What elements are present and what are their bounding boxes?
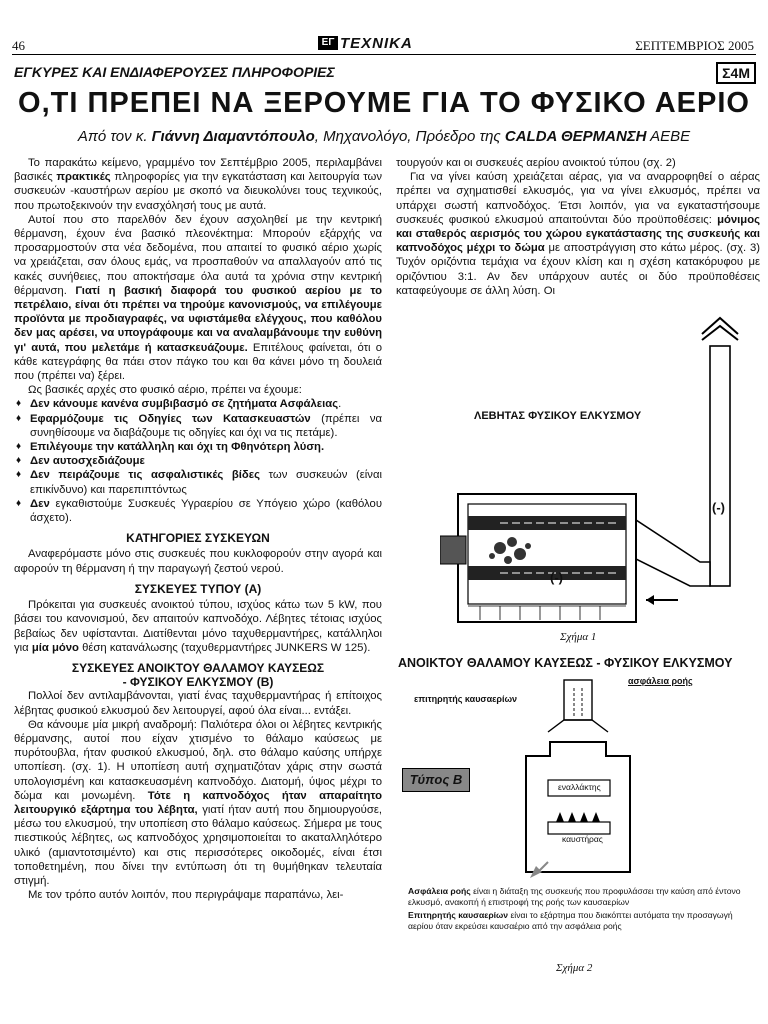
left-column <box>14 156 382 902</box>
boiler-diagram <box>440 316 760 646</box>
paragraph: Με τον τρόπο αυτόν λοιπόν, που περιγράψαμε παραπάνω, λει- <box>28 889 344 902</box>
list-item: ♦ Δεν πειράζουμε τις ασφαλιστικές βίδες των συσκευών (είναι επικίνδυνο) και παρεπιπτόντως <box>14 468 382 496</box>
paragraph: Αναφερόμαστε μόνο στις συσκευές που κυκλοφορούν στην αγορά και αφορούν τη θέρμανση ή την παραγωγή ζεστού νερού. <box>14 548 382 575</box>
chamber-pressure-label: (-) <box>550 570 563 585</box>
figure-2-title: ΑΝΟΙΚΤΟΥ ΘΑΛΑΜΟΥ ΚΑΥΣΕΩΣ - ΦΥΣΙΚΟΥ ΕΛΚΥΣΜΟΥ <box>398 656 733 670</box>
list-item: ♦ Δεν εγκαθιστούμε Συσκευές Υγραερίου σε Υπόγειο χώρο (καθόλου άσχετο). <box>14 497 382 525</box>
magazine-logo <box>318 34 413 52</box>
figure-2-caption: Σχήμα 2 <box>556 962 593 974</box>
subheading-type-b: ΣΥΣΚΕΥΕΣ ΑΝΟΙΚΤΟΥ ΘΑΛΑΜΟΥ ΚΑΥΣΕΩΣ - ΦΥΣΙΚΟΥ ΕΛΚΥΣΜΟΥ (Β) <box>71 660 325 690</box>
list-item: ♦ Επιλέγουμε την κατάλληλη και όχι τη Φθηνότερη λύση. <box>14 440 382 454</box>
section-title: ΕΓΚΥΡΕΣ ΚΑΙ ΕΝΔΙΑΦΕΡΟΥΣΕΣ ΠΛΗΡΟΦΟΡΙΕΣ <box>14 64 335 80</box>
figure-2-appliance <box>398 672 760 940</box>
logo-mark-icon: ΕΓ <box>318 36 338 50</box>
figure-1-caption: Σχήμα 1 <box>560 631 597 643</box>
figure-1-boiler <box>440 316 760 646</box>
chimney-pressure-label: (-) <box>712 500 725 515</box>
right-column <box>396 156 760 298</box>
type-b-badge: Τύπος Β <box>402 768 470 792</box>
paragraph: Πολλοί δεν αντιλαμβάνονται, γιατί ένας ταχυθερμαντήρας ή επίτοιχος λέβητας φυσικού ελκυσμού δεν λειτουργεί, αφού όλα είναι... εντάξει. <box>14 690 382 717</box>
exchanger-label: εναλλάκτης <box>558 782 601 792</box>
author-name: Γιάννη Διαμαντόπουλο <box>151 128 315 145</box>
note-safety: Ασφάλεια ροής είναι η διάταξη της συσκευής που προφυλάσσει την καύση από έντονο ελκυσμό, ανακοπή ή επιστροφή της ροής των καυσαερίων <box>408 886 741 907</box>
burner-label: καυστήρας <box>562 834 603 844</box>
figure-2-notes <box>408 886 754 932</box>
list-item: ♦ Δεν αυτοσχεδιάζουμε <box>14 454 382 468</box>
page-header <box>0 0 768 60</box>
header-rule <box>12 54 756 55</box>
paragraph: Για να γίνει καύση χρειάζεται αέρας, για να αναρροφηθεί ο αέρας πρέπει να σχηματισθεί ελκυσμός, για να γίνει ελκυσμός, πρέπει να υπάρχει σωστή καπνοδόχος. Έτσι λοιπόν, για να εγκαταστήσουμε συσκευές φυσικού ελκυσμού απαιτούνται δύο προϋποθέσεις: μόνιμος και σταθερός αερισμός του χώρου εγκατάστασης της συσκευής και καπνοδόχος μέχρι το δώμα με αποστράγγιση στο κάτω μέρος. (σχ. 3) Τυχόν οριζόντια τεμάχια να έχουν κλίση και η σχέση κατακόρυφου με οριζόντιου 3:1. Αν δεν υπάρχουν αυτές οι δύο προϋποθέσεις καταφεύγουμε σε άλλη λύση. Οι <box>396 171 760 297</box>
figure-1-title: ΛΕΒΗΤΑΣ ΦΥΣΙΚΟΥ ΕΛΚΥΣΜΟΥ <box>474 410 642 422</box>
section-code: Σ4Μ <box>716 62 756 84</box>
paragraph: Πρόκειται για συσκευές ανοικτού τύπου, ισχύος κάτω των 5 kW, που βάσει του κανονισμού, δεν απαιτούν καπνοδόχο. Λέβητες τέτοιας ισχύος βεβαίως δεν υφίστανται. Διατίθενται μόνο ταχυθερμαντήρες, κατάλληλοι για μία μόνο θέση κατανάλωσης (ταχυθερμαντήρες JUNKERS W 125). <box>14 599 382 654</box>
page-number: 46 <box>12 38 25 53</box>
paragraph: Θα κάνουμε μία μικρή αναδρομή: Παλιότερα όλοι οι λέβητες κεντρικής θέρμανσης, αυτοί που είχαν χτισμένο το θάλαμο καύσεως με πυρότουβλα, ήταν φυσικού ελκυσμού, δηλ. στο θάλαμο καύσης υπήρχε υποπίεση. (σχ. 1). Η υποπίεση αυτή σχηματιζόταν χάρις στην σωστά υπολογισμένη και κατασκευασμένη καπνοδόχο. Διατομή, ύψος μέχρι το δώμα και μονωμένη. Τότε η καπνοδόχος ήταν απαραίτητο λειτουργικό εξάρτημα του λέβητα, γιατί ήταν αυτή που δημιουργούσε, μέσω του ελκυσμού, την υποπίεση στο θάλαμο καύσεως. Σήμερα με τους πιεστικούς λέβητες, ως καπνοδόχος χρησιμοποιείται το ακαταλληλότερο υλικό (αμιαντοτσιμέντο) και στις περισσότερες οικοδομές, είναι έτσι τοποθετημένη, που δίνει την εντύπωση ότι τη θυμήθηκαν τελευταία στιγμή. <box>14 718 383 887</box>
list-item: ♦ Δεν κάνουμε κανένα συμβιβασμό σε ζητήματα Ασφάλειας. <box>14 397 382 411</box>
paragraph: Το παρακάτω κείμενο, γραμμένο τον Σεπτέμβριο 2005, περιλαμβάνει βασικές πρακτικές πληροφορίες για την εγκατάσταση και λειτουργία των συσκευών -καυστήρων αερίου με σκοπό να διευκολύνει τους τεχνικούς, που πρωτοξεκινούν την ενασχόλησή τους με αυτά. <box>14 157 383 212</box>
safety-flow-label: ασφάλεια ροής <box>628 676 693 686</box>
paragraph: Ως βασικές αρχές στο φυσικό αέριο, πρέπει να έχουμε: <box>28 384 302 397</box>
subheading-type-a: ΣΥΣΚΕΥΕΣ ΤΥΠΟΥ (Α) <box>134 581 262 596</box>
paragraph: Αυτοί που στο παρελθόν δεν έχουν ασχοληθεί με την κεντρική θέρμανση, έχουν ένα βασικό πλεονέκτημα: Μπορούν εξάρχής να προσαρμοστούν στα νέα δεδομένα, που απαιτεί το φυσικό αέριο χωρίς να χρειάζεται, σαν όλους εμάς, να προσπαθούν να απαλλαγούν από τις κακές συνήθειες, που αποκτήσαμε όλα αυτά τα χρόνια στην κεντρική θέρμανση. Γιατί η βασική διαφορά του φυσικού αερίου με το πετρέλαιο, είναι ότι πρέπει να τηρούμε κανονισμούς, να επιλέγουμε προϊόντα με προδιαγραφές, να υφιστάμεθα ελέγχους, που καθόλου δεν μας αρέσει, να υπογράφουμε και να αναλαμβάνουμε την ευθύνη γι' αυτά, που μελετάμε ή κατασκευάζουμε. Επιτέλους φαίνεται, ότι ο κάθε κατεγράφης θα πάει στον πάγκο του και θα κάνει μόνο τη δουλειά που (πρέπει να) ξέρει. <box>14 213 383 383</box>
flue-monitor-label: επιτηρητής καυσαερίων <box>414 694 518 704</box>
article-byline: Από τον κ. Γιάννη Διαμαντόπουλο, Μηχανολόγο, Πρόεδρο της CALDA ΘΕΡΜΑΝΣΗ ΑΕΒΕ <box>77 128 691 145</box>
principles-list <box>14 397 382 525</box>
list-item: ♦ Εφαρμόζουμε τις Οδηγίες των Κατασκευαστών (πρέπει να συνηθίσουμε να διαβάζουμε τις οδηγίες και όχι να τις πετάμε). <box>14 412 382 440</box>
issue-date: ΣΕΠΤΕΜΒΡΙΟΣ 2005 <box>635 38 754 53</box>
subheading-categories: ΚΑΤΗΓΟΡΙΕΣ ΣΥΣΚΕΥΩΝ <box>126 531 270 546</box>
paragraph: τουργούν και οι συσκευές αερίου ανοικτού τύπου (σχ. 2) <box>396 157 676 169</box>
magazine-name: TEXNIKA <box>340 34 413 52</box>
company-name: CALDA ΘΕΡΜΑΝΣΗ <box>504 128 647 145</box>
note-monitor: Επιτηρητής καυσαερίων είναι το εξάρτημα που διακόπτει αυτόματα την προσαγωγή αερίου όταν εκρεύσει καυσαέριο από την ασφάλεια ροής <box>408 910 733 931</box>
article-title: Ο,ΤΙ ΠΡΕΠΕΙ ΝΑ ΞΕΡΟΥΜΕ ΓΙΑ ΤΟ ΦΥΣΙΚΟ ΑΕΡΙΟ <box>18 87 750 119</box>
